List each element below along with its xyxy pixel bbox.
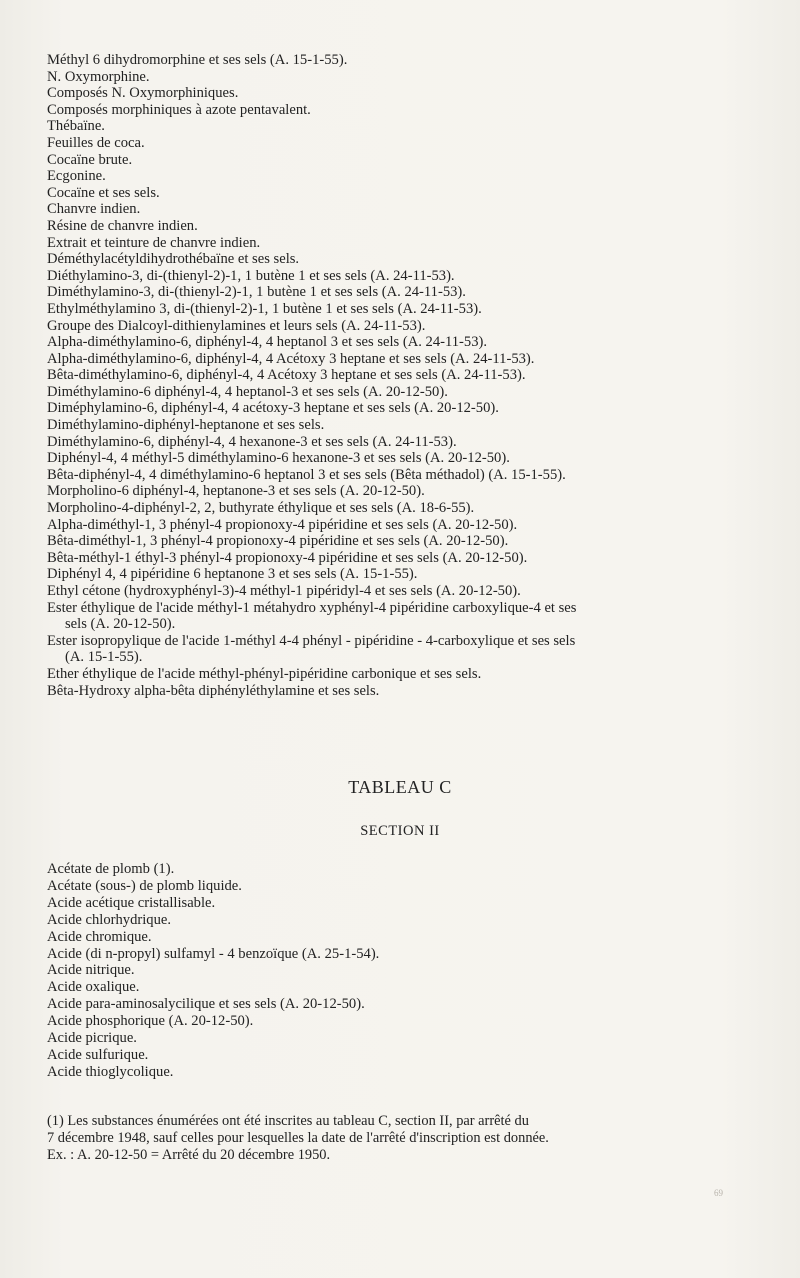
list-item: Diméthylamino-6, diphényl-4, 4 hexanone-3 et ses sels (A. 24-11-53).	[47, 433, 457, 450]
footnote	[47, 1113, 771, 1165]
list-item: Diméphylamino-6, diphényl-4, 4 acétoxy-3 heptane et ses sels (A. 20-12-50).	[47, 400, 499, 417]
footnote-line: (1) Les substances énumérées ont été inscrites au tableau C, section II, par arrêté du	[47, 1113, 529, 1129]
list-item: Acide sulfurique.	[47, 1046, 149, 1063]
list-item: Acide para-aminosalycilique et ses sels (A. 20-12-50).	[47, 996, 365, 1013]
list-item: Diméthylamino-6 diphényl-4, 4 heptanol-3 et ses sels (A. 20-12-50).	[47, 383, 448, 400]
list-item: Acétate (sous-) de plomb liquide.	[47, 877, 242, 894]
table-heading: TABLEAU C	[348, 777, 452, 797]
list-item: Acide acétique cristallisable.	[47, 894, 216, 911]
list-item: Acide (di n-propyl) sulfamyl - 4 benzoïque (A. 25-1-54).	[47, 945, 380, 962]
list-item	[47, 600, 777, 633]
list-item: Alpha-diméthylamino-6, diphényl-4, 4 heptanol 3 et ses sels (A. 24-11-53).	[47, 334, 488, 351]
list-item: Morpholino-6 diphényl-4, heptanone-3 et ses sels (A. 20-12-50).	[47, 483, 425, 500]
list-item-continuation: (A. 15-1-55).	[65, 649, 143, 666]
list-item: Morpholino-4-diphényl-2, 2, buthyrate éthylique et ses sels (A. 18-6-55).	[47, 500, 475, 517]
list-item: Chanvre indien.	[47, 201, 141, 218]
list-item: Méthyl 6 dihydromorphine et ses sels (A. 15-1-55).	[47, 52, 348, 68]
list-item: Bêta-diphényl-4, 4 diméthylamino-6 heptanol 3 et ses sels (Bêta méthadol) (A. 15-1-55).	[47, 466, 566, 483]
list-item: Ethyl cétone (hydroxyphényl-3)-4 méthyl-1 pipéridyl-4 et ses sels (A. 20-12-50).	[47, 583, 521, 599]
list-item: Acétate de plomb (1).	[47, 861, 175, 877]
list-item: Acide thioglycolique.	[47, 1063, 174, 1080]
list-item: Diphényl-4, 4 méthyl-5 diméthylamino-6 hexanone-3 et ses sels (A. 20-12-50).	[47, 450, 510, 467]
list-item: Composés N. Oxymorphiniques.	[47, 85, 239, 102]
list-item: Alpha-diméthylamino-6, diphényl-4, 4 Acétoxy 3 heptane et ses sels (A. 24-11-53).	[47, 350, 535, 367]
list-item: Acide picrique.	[47, 1030, 137, 1047]
list-item: Cocaïne et ses sels.	[47, 184, 160, 201]
footnote-line: Ex. : A. 20-12-50 = Arrêté du 20 décembre 1950.	[47, 1147, 331, 1164]
list-item: Extrait et teinture de chanvre indien.	[47, 234, 261, 251]
list-item: Acide nitrique.	[47, 962, 135, 979]
list-item: Alpha-diméthyl-1, 3 phényl-4 propionoxy-4 pipéridine et ses sels (A. 20-12-50).	[47, 516, 518, 533]
list-item: Feuilles de coca.	[47, 134, 145, 151]
list-item-line: Ester éthylique de l'acide méthyl-1 métahydro xyphényl-4 pipéridine carboxylique-4 et ses	[47, 599, 577, 616]
list-item: Cocaïne brute.	[47, 151, 133, 168]
substance-list-section-ii	[47, 861, 747, 1081]
list-item: Ethylméthylamino 3, di-(thienyl-2)-1, 1 butène 1 et ses sels (A. 24-11-53).	[47, 300, 482, 317]
list-item-line: Ester isopropylique de l'acide 1-méthyl 4-4 phényl - pipéridine - 4-carboxylique et ses sels	[47, 632, 576, 649]
list-item: Diméthylamino-diphényl-heptanone et ses sels.	[47, 417, 325, 434]
list-item: Ether éthylique de l'acide méthyl-phényl-pipéridine carbonique et ses sels.	[47, 665, 482, 682]
list-a-items	[47, 52, 777, 600]
section-heading: SECTION II	[360, 823, 440, 839]
footnote-line: 7 décembre 1948, sauf celles pour lesquelles la date de l'arrêté d'inscription est donnée.	[47, 1130, 549, 1147]
page-number: 69	[714, 1188, 723, 1198]
list-item: Acide chlorhydrique.	[47, 911, 172, 928]
list-item: Résine de chanvre indien.	[47, 217, 198, 234]
list-item: Acide chromique.	[47, 928, 152, 945]
list-item: N. Oxymorphine.	[47, 68, 150, 85]
list-item: Groupe des Dialcoyl-dithienylamines et leurs sels (A. 24-11-53).	[47, 317, 426, 334]
substance-list-narcotics	[47, 52, 777, 699]
list-item: Diméthylamino-3, di-(thienyl-2)-1, 1 butène 1 et ses sels (A. 24-11-53).	[47, 284, 466, 301]
list-item: Bêta-diméthyl-1, 3 phényl-4 propionoxy-4 pipéridine et ses sels (A. 20-12-50).	[47, 533, 509, 550]
list-item: Acide phosphorique (A. 20-12-50).	[47, 1013, 254, 1030]
list-item: Diéthylamino-3, di-(thienyl-2)-1, 1 butène 1 et ses sels (A. 24-11-53).	[47, 267, 455, 284]
list-item	[47, 633, 777, 666]
list-item-continuation: sels (A. 20-12-50).	[65, 616, 176, 633]
list-item: Acide oxalique.	[47, 979, 140, 996]
list-item: Bêta-diméthylamino-6, diphényl-4, 4 Acétoxy 3 heptane et ses sels (A. 24-11-53).	[47, 367, 526, 384]
list-item: Bêta-méthyl-1 éthyl-3 phényl-4 propionoxy-4 pipéridine et ses sels (A. 20-12-50).	[47, 549, 528, 566]
list-item: Thébaïne.	[47, 118, 105, 135]
list-item: Diphényl 4, 4 pipéridine 6 heptanone 3 et ses sels (A. 15-1-55).	[47, 566, 418, 583]
list-item: Ecgonine.	[47, 168, 106, 185]
list-item: Composés morphiniques à azote pentavalent.	[47, 101, 311, 118]
list-item: Déméthylacétyldihydrothébaïne et ses sels.	[47, 251, 300, 268]
list-item: Bêta-Hydroxy alpha-bêta diphényléthylamine et ses sels.	[47, 682, 380, 699]
